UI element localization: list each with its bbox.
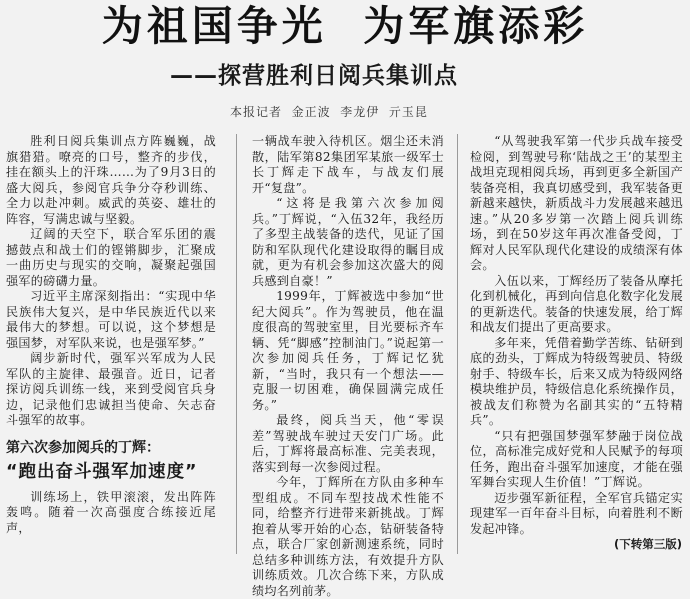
paragraph: 辽阔的天空下，联合军乐团的震撼鼓点和战士们的铿锵脚步，汇聚成一曲历史与现实的交响，凝聚起强国强军的磅礴力量。 (6, 227, 216, 288)
column-divider (236, 134, 237, 554)
article-column-1 (6, 134, 216, 557)
paragraph: 迈步强军新征程，全军官兵锚定实现建军一百年奋斗目标，向着胜利不断发起冲锋。 (470, 490, 683, 536)
column-divider (457, 134, 458, 554)
paragraph: 胜利日阅兵集训点方阵巍巍，战旗猎猎。嘹亮的口号，整齐的步伐，挂在额头上的汗珠……为了9月3日的盛大阅兵，参阅官兵争分夺秒训练、全力以赴冲刺。威武的英姿、雄壮的阵容，写满忠诚与坚毅。 (6, 134, 216, 226)
paragraph: 1999年，丁辉被选中参加“世纪大阅兵”。作为驾驶员，他在温度很高的驾驶室里，目光要标齐车辆、凭“脚感”控制油门。”说起第一次参加阅兵任务，丁辉记忆犹新，“当时，我只有一个想法——克服一切困难，确保圆满完成任务。” (252, 289, 444, 412)
paragraph: 训练场上，铁甲滚滚，发出阵阵轰鸣。随着一次高强度合练接近尾声， (6, 489, 216, 535)
paragraph: 入伍以来，丁辉经历了装备从摩托化到机械化，再到向信息化数字化发展的更新迭代。装备的快速发展，给丁辉和战友们提出了更高要求。 (470, 273, 683, 334)
subhead: ——探营胜利日阅兵集训点 (170, 63, 458, 89)
paragraph: 多年来，凭借着勤学苦练、钻研到底的劲头，丁辉成为特级驾驶员、特级射手、特级车长，后来又成为特级网络模块维护员，特级信息化系统操作员，被战友们称赞为名副其实的“五特精兵”。 (470, 335, 683, 427)
byline: 本报记者 金正波 李龙伊 亓玉昆 (230, 105, 428, 119)
paragraph: “从驾驶我军第一代步兵战车接受检阅，到驾驶号称‘陆战之王’的某型主战坦克现相阅兵场，再到更多全新国产装备亮相，我真切感受到，我军装备更新越来越快，新质战斗力发展越来越迅速。”从20多岁第一次踏上阅兵训练场，到在50岁这年再次准备受阅，丁辉对人民军队现代化建设的成绩深有体会。 (470, 134, 683, 272)
section-heading: “跑出奋斗强军加速度” (6, 461, 198, 482)
article-column-3 (470, 134, 683, 557)
paragraph: 习近平主席深刻指出：“实现中华民族伟大复兴，是中华民族近代以来最伟大的梦想。可以说，这个梦想是强国梦，对军队来说，也是强军梦。” (6, 289, 216, 350)
section-title: 第六次参加阅兵的丁辉： (6, 439, 160, 456)
continued-note: (下转第三版) (610, 536, 682, 552)
article-column-2 (252, 134, 444, 598)
paragraph: 阔步新时代，强军兴军成为人民军队的主旋律、最强音。近日，记者探访阅兵训练一线，来到受阅官兵身边，记录他们忠诚担当使命、矢志奋斗强军的故事。 (6, 351, 216, 427)
paragraph: “这将是我第六次参加阅兵。”丁辉说，“入伍32年，我经历了多型主战装备的迭代，见证了国防和军队现代化建设取得的瞩目成就，更为有机会参加这次盛大的阅兵感到自豪！” (252, 196, 444, 288)
paragraph: 今年，丁辉所在方队由多种车型组成。不同车型技战术性能不同，给整齐行进带来新挑战。丁辉抱着从零开始的心态，钻研装备特点，联合厂家创新测速系统，同时总结多种训练方法，有效提升方队训练质效。几次合练下来，方队成绩均名列前茅。 (252, 475, 444, 598)
headline: 为祖国争光 为军旗添彩 (101, 2, 589, 50)
paragraph: “只有把强国梦强军梦融于岗位战位，高标准完成好党和人民赋予的每项任务，跑出奋斗强军加速度，才能在强军舞台实现人生价值！”丁辉说。 (470, 428, 683, 489)
paragraph: 一辆战车驶入待机区。烟尘还未消散，陆军第82集团军某旅一级军士长丁辉走下战车，与战友们展开“复盘”。 (252, 134, 444, 195)
paragraph: 最终，阅兵当天，他“零误差”驾驶战车驶过天安门广场。此后，丁辉将最高标准、完美表现，落实到每一次参阅过程。 (252, 413, 444, 474)
